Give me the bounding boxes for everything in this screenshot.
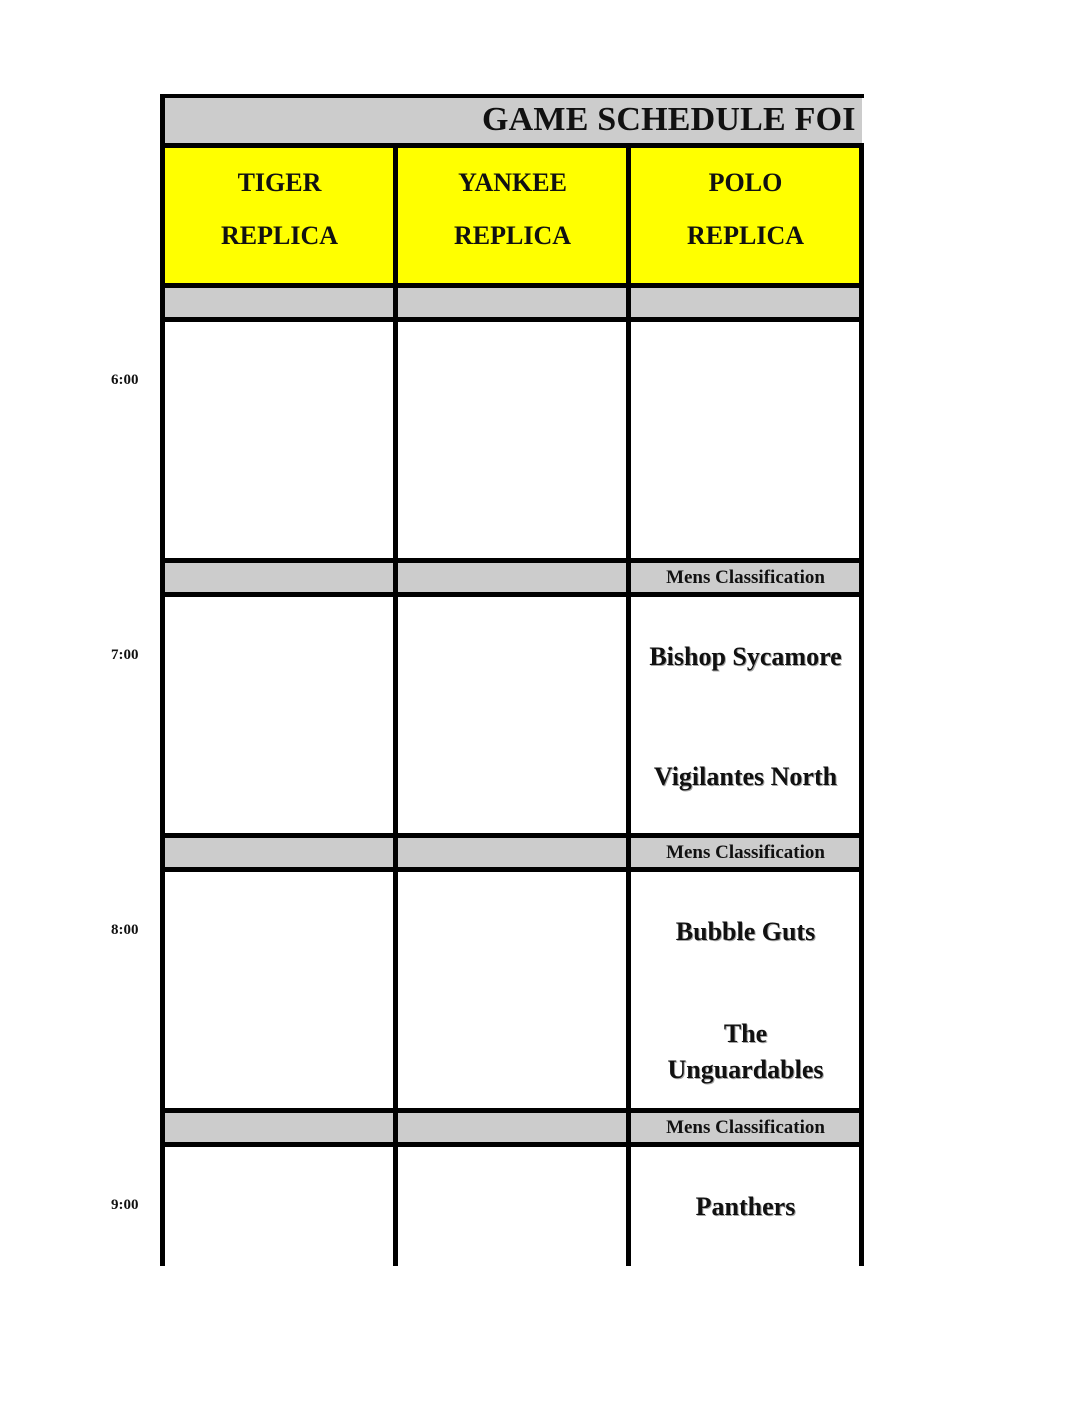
court-header-polo	[631, 148, 860, 284]
court-header-tiger	[165, 148, 394, 284]
grid-line	[859, 143, 864, 1266]
classification-label: Mens Classification	[666, 1117, 825, 1138]
title-clip	[162, 97, 862, 145]
grid-line	[160, 283, 864, 288]
court-subtitle: REPLICA	[453, 221, 571, 250]
grid-line	[626, 143, 631, 1266]
time-label: 7:00	[111, 647, 139, 663]
classification-label: Mens Classification	[666, 567, 825, 588]
grid-line	[160, 867, 864, 872]
team-name: Vigilantes North	[653, 762, 838, 791]
classification-row	[162, 288, 862, 318]
grid-line	[393, 143, 398, 1266]
grid-line	[160, 143, 864, 148]
page-title: GAME SCHEDULE FOI	[482, 101, 856, 138]
time-label: 8:00	[111, 922, 139, 938]
court-name: TIGER	[237, 168, 322, 197]
court-subtitle: REPLICA	[686, 221, 804, 250]
court-header-yankee	[398, 148, 627, 284]
grid-line	[160, 94, 165, 1266]
team-name: The Unguardables	[667, 1019, 824, 1084]
grid-line	[160, 558, 864, 563]
team-name: Bishop Sycamore	[649, 642, 842, 671]
court-name: YANKEE	[458, 168, 567, 197]
time-label: 9:00	[111, 1197, 139, 1213]
grid-line	[160, 94, 864, 98]
team-name: Panthers	[695, 1192, 796, 1221]
grid-line	[160, 1108, 864, 1113]
court-name: POLO	[708, 168, 783, 197]
time-label: 6:00	[111, 372, 139, 388]
grid-line	[160, 1142, 864, 1147]
team-name: Bubble Guts	[675, 917, 816, 946]
classification-label: Mens Classification	[666, 842, 825, 863]
grid-line	[160, 592, 864, 597]
court-subtitle: REPLICA	[220, 221, 338, 250]
grid-line	[160, 833, 864, 838]
grid-line	[160, 317, 864, 322]
